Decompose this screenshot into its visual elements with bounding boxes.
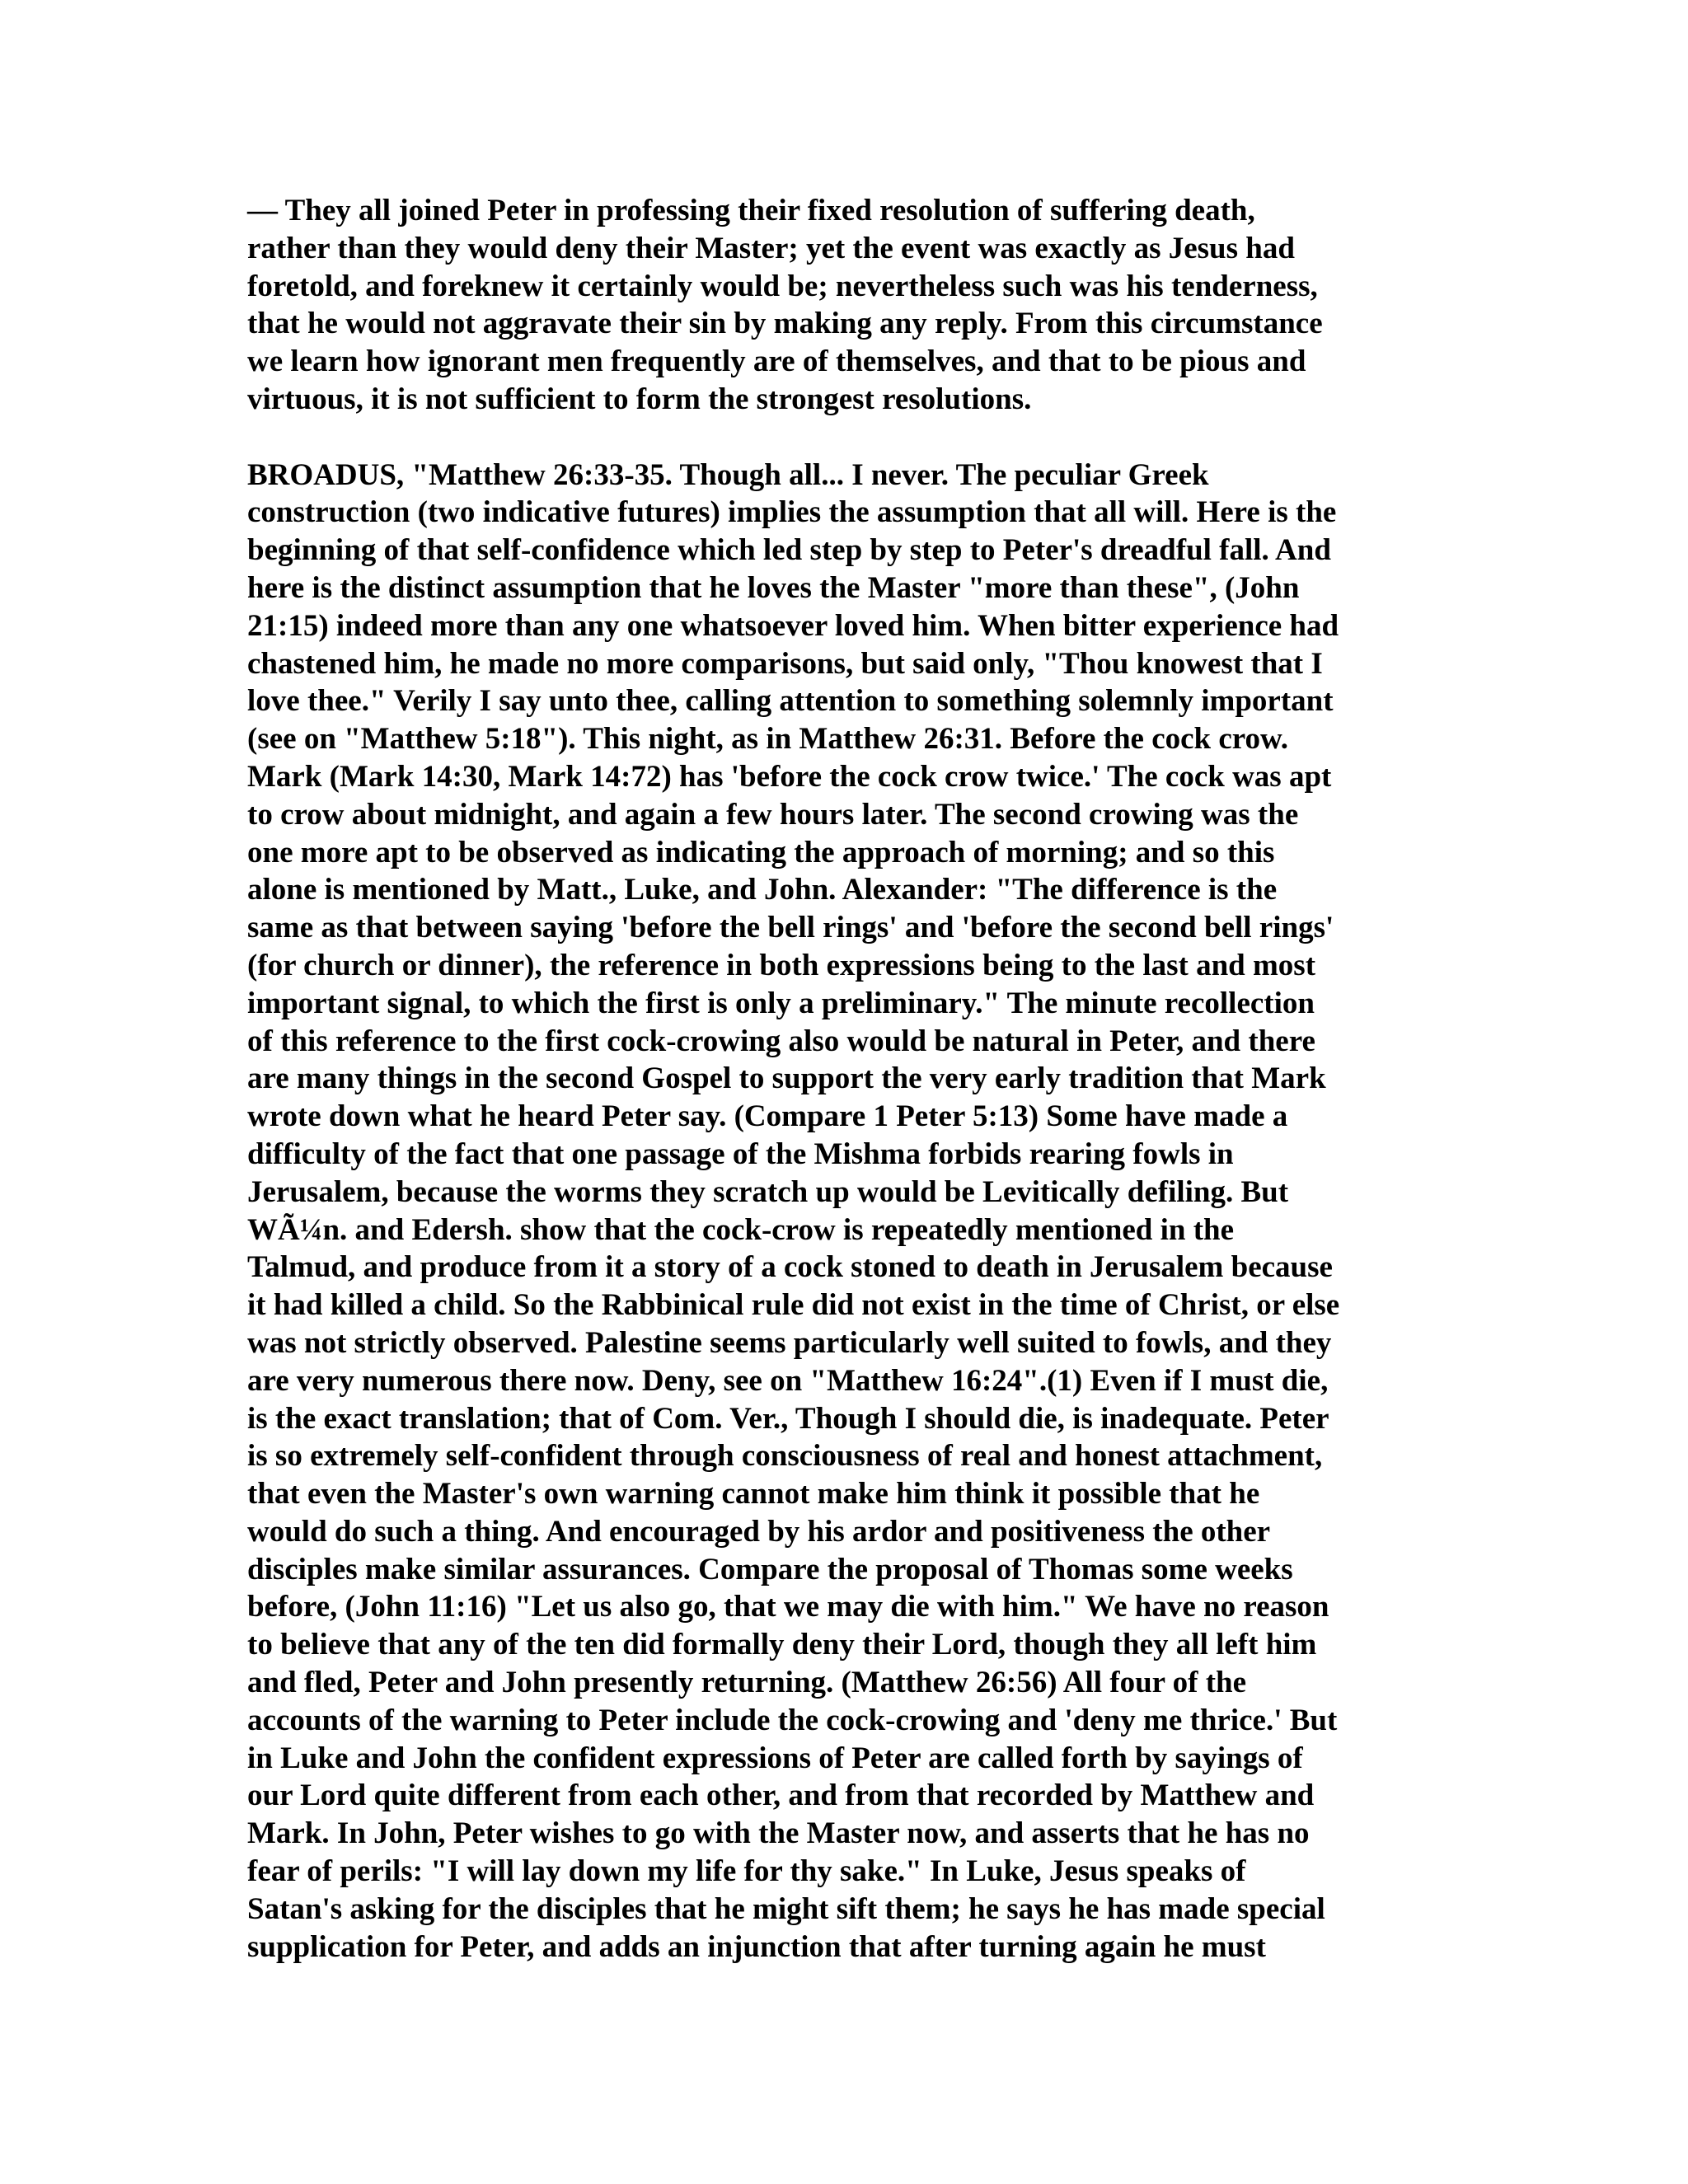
text-line: supplication for Peter, and adds an injunction that after turning again he must: [247, 1929, 1266, 1964]
text-line: Mark (Mark 14:30, Mark 14:72) has 'before the cock crow twice.' The cock was apt: [247, 759, 1332, 794]
text-line: are many things in the second Gospel to support the very early tradition that Mark: [247, 1062, 1326, 1096]
text-line: Jerusalem, because the worms they scratch up would be Levitically defiling. But: [247, 1174, 1289, 1209]
text-line: (see on "Matthew 5:18"). This night, as in Matthew 26:31. Before the cock crow.: [247, 722, 1288, 757]
text-line: are very numerous there now. Deny, see on "Matthew 16:24".(1) Even if I must die,: [247, 1363, 1329, 1398]
document-body: [247, 192, 1459, 1966]
text-line: was not strictly observed. Palestine seems particularly well suited to fowls, and they: [247, 1325, 1332, 1360]
text-line: beginning of that self-confidence which led step by step to Peter's dreadful fall. And: [247, 533, 1331, 568]
text-line: disciples make similar assurances. Compare the proposal of Thomas some weeks: [247, 1552, 1293, 1586]
text-line: in Luke and John the confident expressions of Peter are called forth by sayings of: [247, 1741, 1303, 1775]
text-line: Mark. In John, Peter wishes to go with the Master now, and asserts that he has no: [247, 1816, 1310, 1851]
text-line: WÃ¼n. and Edersh. show that the cock-crow is repeatedly mentioned in the: [247, 1212, 1235, 1247]
text-line: (for church or dinner), the reference in both expressions being to the last and most: [247, 948, 1316, 982]
paragraph-gap: [247, 419, 1459, 457]
text-line: one more apt to be observed as indicating the approach of morning; and so this: [247, 835, 1275, 869]
text-line: chastened him, he made no more comparisons, but said only, "Thou knowest that I: [247, 646, 1323, 681]
paragraph: [247, 192, 1459, 419]
text-line: foretold, and foreknew it certainly would be; nevertheless such was his tenderness,: [247, 269, 1318, 303]
text-line: would do such a thing. And encouraged by his ardor and positiveness the other: [247, 1514, 1271, 1549]
text-line: that even the Master's own warning cannot make him think it possible that he: [247, 1477, 1260, 1511]
text-line: of this reference to the first cock-crowing also would be natural in Peter, and there: [247, 1024, 1315, 1058]
text-line: construction (two indicative futures) implies the assumption that all will. Here is the: [247, 495, 1337, 530]
text-line: here is the distinct assumption that he loves the Master "more than these", (John: [247, 570, 1300, 605]
text-line: difficulty of the fact that one passage of the Mishma forbids rearing fowls in: [247, 1137, 1234, 1171]
text-line: is the exact translation; that of Com. Ver., Though I should die, is inadequate. Peter: [247, 1401, 1329, 1436]
text-line: and fled, Peter and John presently returning. (Matthew 26:56) All four of the: [247, 1666, 1247, 1700]
text-line: virtuous, it is not sufficient to form the strongest resolutions.: [247, 382, 1032, 416]
text-line: 21:15) indeed more than any one whatsoever loved him. When bitter experience had: [247, 608, 1339, 643]
text-line: Talmud, and produce from it a story of a cock stoned to death in Jerusalem because: [247, 1250, 1333, 1285]
text-line: wrote down what he heard Peter say. (Compare 1 Peter 5:13) Some have made a: [247, 1099, 1288, 1134]
text-line: same as that between saying 'before the bell rings' and 'before the second bell rings': [247, 911, 1334, 945]
text-line: accounts of the warning to Peter include the cock-crowing and 'deny me thrice.' But: [247, 1703, 1338, 1737]
text-line: our Lord quite different from each other, and from that recorded by Matthew and: [247, 1779, 1315, 1813]
text-line: BROADUS, "Matthew 26:33-35. Though all... I never. The peculiar Greek: [247, 457, 1209, 492]
text-line: important signal, to which the first is only a preliminary." The minute recollection: [247, 986, 1315, 1020]
text-line: love thee." Verily I say unto thee, calling attention to something solemnly important: [247, 684, 1334, 719]
text-line: before, (John 11:16) "Let us also go, that we may die with him." We have no reason: [247, 1590, 1329, 1624]
text-line: that he would not aggravate their sin by making any reply. From this circumstance: [247, 307, 1323, 341]
text-line: — They all joined Peter in professing their fixed resolution of suffering death,: [247, 194, 1255, 227]
text-line: rather than they would deny their Master; yet the event was exactly as Jesus had: [247, 231, 1295, 265]
text-line: to believe that any of the ten did formally deny their Lord, though they all left him: [247, 1628, 1317, 1662]
text-line: it had killed a child. So the Rabbinical rule did not exist in the time of Christ, or else: [247, 1288, 1340, 1323]
text-line: is so extremely self-confident through consciousness of real and honest attachment,: [247, 1439, 1323, 1474]
text-line: we learn how ignorant men frequently are of themselves, and that to be pious and: [247, 344, 1306, 379]
text-line: fear of perils: "I will lay down my life for thy sake." In Luke, Jesus speaks of: [247, 1854, 1246, 1889]
text-line: to crow about midnight, and again a few hours later. The second crowing was the: [247, 797, 1299, 832]
text-line: alone is mentioned by Matt., Luke, and John. Alexander: "The difference is the: [247, 873, 1278, 907]
paragraph: [247, 457, 1459, 1966]
text-line: Satan's asking for the disciples that he might sift them; he says he has made special: [247, 1891, 1325, 1926]
